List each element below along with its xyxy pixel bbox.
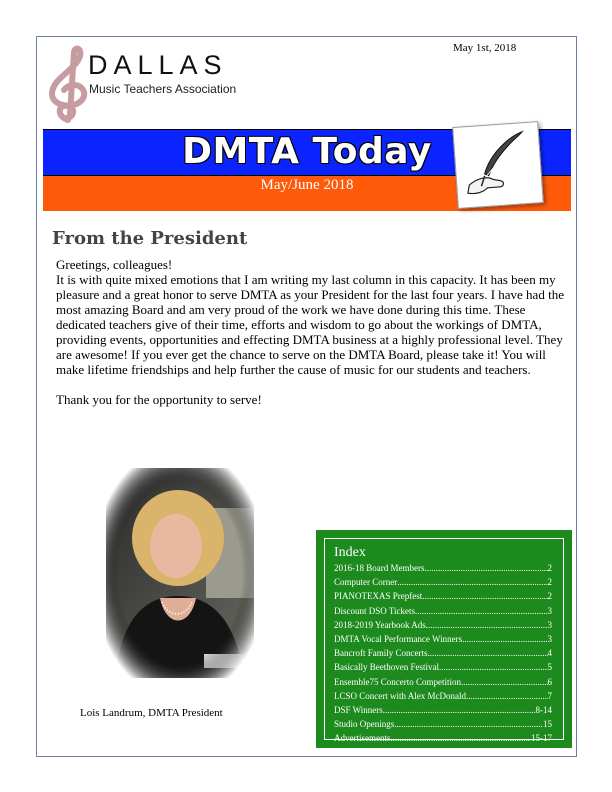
index-item-page: 15-17 — [531, 733, 552, 744]
issue-date: May 1st, 2018 — [453, 42, 517, 54]
index-item[interactable] — [334, 733, 552, 747]
index-item-page: 4 — [547, 648, 552, 659]
index-item-page: 2 — [547, 591, 552, 602]
index-item-label: Computer Corner — [334, 577, 398, 588]
index-item-label: LCSO Concert with Alex McDonald — [334, 690, 466, 701]
index-list — [334, 563, 552, 747]
logo-subtitle: Music Teachers Association — [89, 82, 237, 96]
index-item-label: PIANOTEXAS Prepfest — [334, 591, 423, 602]
index-item-page: 6 — [547, 676, 552, 687]
index-item[interactable] — [334, 662, 552, 676]
index-leader-dots — [394, 719, 543, 733]
index-item[interactable] — [334, 591, 552, 605]
newsletter-issue: May/June 2018 — [260, 177, 354, 193]
index-item-page: 15 — [543, 719, 552, 730]
index-item-page: 3 — [547, 605, 552, 616]
president-photo — [106, 468, 254, 678]
newsletter-title: DMTA Today — [182, 131, 432, 172]
index-item[interactable] — [334, 634, 552, 648]
index-leader-dots — [439, 662, 548, 676]
index-leader-dots — [391, 733, 532, 747]
index-item[interactable] — [334, 577, 552, 591]
index-leader-dots — [422, 591, 547, 605]
index-leader-dots — [415, 606, 547, 620]
index-item[interactable] — [334, 563, 552, 577]
letter-greeting: Greetings, colleagues! — [56, 257, 173, 272]
index-item-page: 3 — [547, 633, 552, 644]
index-leader-dots — [426, 620, 548, 634]
index-item[interactable] — [334, 691, 552, 705]
index-item-label: DSF Winners — [334, 704, 383, 715]
photo-caption: Lois Landrum, DMTA President — [80, 707, 223, 719]
index-item[interactable] — [334, 606, 552, 620]
logo-wordmark: DALLAS — [88, 50, 228, 80]
index-leader-dots — [461, 677, 548, 691]
index-leader-dots — [427, 648, 547, 662]
letter-closing: Thank you for the opportunity to serve! — [56, 392, 262, 407]
spacer — [56, 377, 568, 392]
index-item-page: 3 — [547, 619, 552, 630]
index-item[interactable] — [334, 620, 552, 634]
index-item[interactable] — [334, 719, 552, 733]
index-leader-dots — [462, 634, 547, 648]
index-item-label: Basically Beethoven Festival — [334, 662, 439, 673]
index-item[interactable] — [334, 705, 552, 719]
index-leader-dots — [397, 577, 547, 591]
quill-hand-icon — [452, 121, 544, 209]
index-item-label: Studio Openings — [334, 719, 395, 730]
index-title: Index — [334, 545, 366, 560]
index-item-label: Discount DSO Tickets — [334, 605, 416, 616]
index-item-page: 8-14 — [535, 704, 552, 715]
index-item-label: Advertisements — [334, 733, 391, 744]
index-item-page: 2 — [547, 563, 552, 573]
index-item[interactable] — [334, 677, 552, 691]
index-item-page: 5 — [547, 662, 552, 673]
index-item-label: Bancroft Family Concerts — [334, 648, 428, 659]
index-item[interactable] — [334, 648, 552, 662]
index-item-label: 2018-2019 Yearbook Ads — [334, 619, 426, 630]
index-item-label: 2016-18 Board Members — [334, 563, 425, 573]
index-item-page: 7 — [547, 690, 552, 701]
section-heading: From the President — [52, 228, 248, 249]
index-item-page: 2 — [547, 577, 552, 588]
index-leader-dots — [424, 563, 547, 577]
index-leader-dots — [383, 705, 536, 719]
index-item-label: DMTA Vocal Performance Winners — [334, 633, 463, 644]
letter-body: It is with quite mixed emotions that I am writing my last column in this capacity. It has been my pleasure and a great honor to serve DMTA as your President for the last four years. I have had the most amazing Board and am very proud of the work we have done during this time. These dedicated teachers give of their time, efforts and wisdom to go about the workings of DMTA, providing events, opportunities and effecting DMTA business at a highly professional level. They are awesome! If you ever get the chance to serve on the DMTA Board, please take it! You will make lifetime friendships and help further the cause of music for our students and teachers. — [56, 272, 564, 377]
index-item-label: Ensemble75 Concerto Competition — [334, 676, 461, 687]
index-leader-dots — [466, 691, 548, 705]
president-letter — [56, 257, 568, 407]
